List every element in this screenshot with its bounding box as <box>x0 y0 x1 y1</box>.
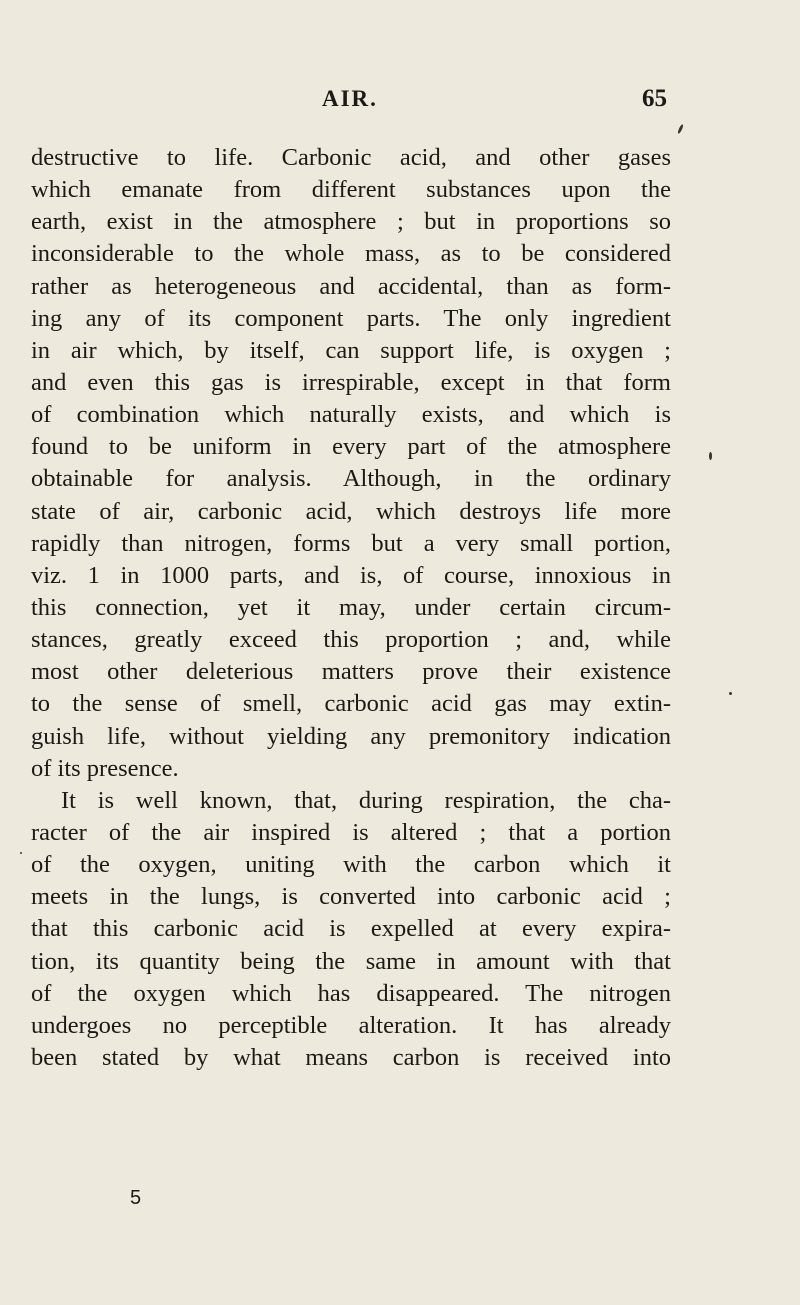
text-line: found to be uniform in every part of the atmosphere <box>31 433 671 461</box>
text-line: ing any of its component parts. The only ingredient <box>31 304 671 332</box>
text-line: most other deleterious matters prove their existence <box>31 658 671 686</box>
signature-mark: 5 <box>130 1187 142 1209</box>
text-line: and even this gas is irrespirable, except in that form <box>31 368 671 396</box>
text-line: state of air, carbonic acid, which destroys life more <box>31 497 671 525</box>
text-line: which emanate from different substances upon the <box>31 176 671 204</box>
text-line: of the oxygen, uniting with the carbon which it <box>31 851 671 879</box>
text-line: racter of the air inspired is altered ; that a portion <box>31 818 671 846</box>
ink-speck <box>20 852 22 854</box>
body-text <box>31 142 671 1074</box>
ink-speck <box>677 124 684 134</box>
text-line: inconsiderable to the whole mass, as to be considered <box>31 240 671 268</box>
text-line: to the sense of smell, carbonic acid gas may extin- <box>31 690 671 718</box>
page-number: 65 <box>642 85 667 112</box>
text-line-paragraph-start: It is well known, that, during respiration, the cha- <box>61 786 671 814</box>
text-line: stances, greatly exceed this proportion ; and, while <box>31 626 671 654</box>
text-line: obtainable for analysis. Although, in the ordinary <box>31 465 671 493</box>
text-line: in air which, by itself, can support life, is oxygen ; <box>31 336 671 364</box>
text-line: meets in the lungs, is converted into carbonic acid ; <box>31 883 671 911</box>
text-line: tion, its quantity being the same in amount with that <box>31 947 671 975</box>
text-line: destructive to life. Carbonic acid, and other gases <box>31 144 671 171</box>
text-line: undergoes no perceptible alteration. It has already <box>31 1011 671 1039</box>
text-line: guish life, without yielding any premonitory indication <box>31 722 671 750</box>
text-line: that this carbonic acid is expelled at every expira- <box>31 915 671 943</box>
running-head-title: AIR. <box>322 86 378 111</box>
text-line: of the oxygen which has disappeared. The nitrogen <box>31 979 671 1007</box>
ink-speck <box>709 452 712 460</box>
text-line: of its presence. <box>31 754 179 782</box>
text-line: rather as heterogeneous and accidental, than as form- <box>31 272 671 300</box>
text-line: viz. 1 in 1000 parts, and is, of course, innoxious in <box>31 561 671 589</box>
text-line: this connection, yet it may, under certain circum- <box>31 593 671 621</box>
text-line: rapidly than nitrogen, forms but a very small portion, <box>31 529 671 557</box>
text-line: earth, exist in the atmosphere ; but in proportions so <box>31 208 671 236</box>
text-line: of combination which naturally exists, and which is <box>31 401 671 429</box>
text-line: been stated by what means carbon is received into <box>31 1043 671 1071</box>
ink-speck <box>729 692 732 695</box>
running-head <box>0 86 800 116</box>
